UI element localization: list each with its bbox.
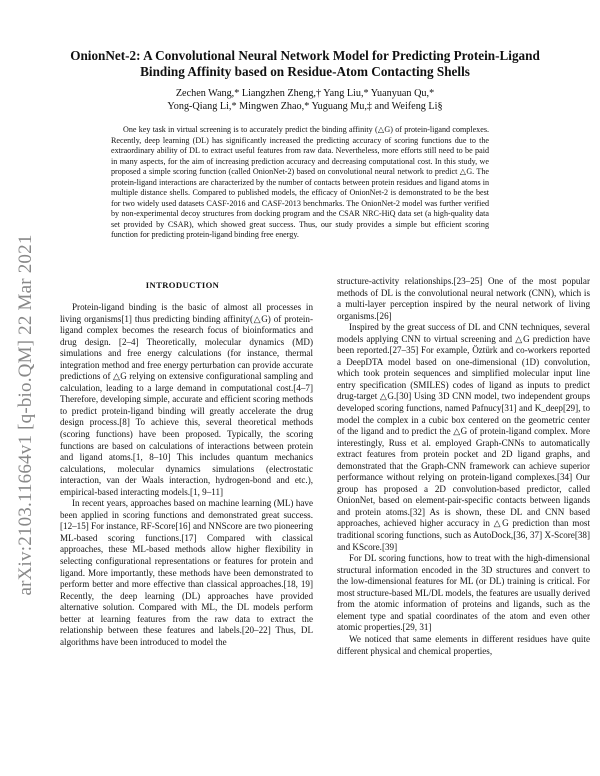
paragraph: We noticed that same elements in different residues have quite different physical and chemical properties,: [337, 633, 590, 656]
paragraph: In recent years, approaches based on machine learning (ML) have been applied in scoring functions and demonstrated great success.[12–15] For instance, RF-Score[16] and NNScore are two pioneering ML-based scoring functions.[17] Compared with classical approaches, these ML-based methods allow higher flexibility in selecting configurational representations or features for protein and ligand. More importantly, these methods have been demonstrated to perform better and more effective than classical approaches.[18, 19] Recently, the deep learning (DL) approaches have provided alternative solution. Compared with ML, the DL models perform better at learning features from the raw data to extract the relationship between these features and labels.[20–22] Thus, DL algorithms have been introduced to model the: [60, 498, 313, 647]
section-heading: INTRODUCTION: [145, 280, 220, 290]
paragraph: Inspired by the great success of DL and CNN techniques, several models applying CNN to virtual screening and △G prediction have been reported.[27–35] For example, Öztürk and co-workers reported a DeepDTA model based on one-dimensional (1D) convolution, which took protein sequences and simplified molecular input line entry specification (SMILES) codes of ligand as inputs to predict drug-target △G.[30] Using 3D CNN model, two independent groups developed scoring functions, named Pafnucy[31] and K_deep[29], to model the complex in a cubic box centered on the geometric center of the ligand and to predict the △G of protein-ligand complex. More interestingly, Russ et al. employed Graph-CNNs to automatically extract features from protein pocket and 2D ligand graphs, and demonstrated that the Graph-CNN framework can achieve superior performance without relying on protein-ligand complexes.[34] Our group has proposed a 2D convolution-based predictor, called OnionNet, based on element-pair-specific contacts between ligands and protein atoms.[32] As is shown, these DL and CNN based approaches, achieved higher accuracy in △G prediction than most traditional scoring functions, such as AutoDock,[36, 37] X-Score[38] and KScore.[39]: [337, 322, 590, 552]
left-column: [60, 302, 313, 648]
author-line-2: Yong-Qiang Li,* Mingwen Zhao,* Yuguang Mu,‡ and Weifeng Li§: [167, 101, 443, 112]
author-list: [110, 87, 500, 113]
paper-title: OnionNet-2: A Convolutional Neural Network Model for Predicting Protein-Ligand Binding Affinity based on Residue-Atom Contacting Shells: [70, 48, 540, 79]
paragraph: Protein-ligand binding is the basic of almost all processes in living organisms[1] thus predicting binding affinity(△G) of protein-ligand complex becomes the research focus of bioinformatics and drug design. [2–4] Theoretically, molecular dynamics (MD) simulations and free energy calculations (for instance, thermal integration method and free energy perturbation can provide accurate predictions of △G relying on extensive configurational sampling and calculation, leading to a large demand in computational cost.[4–7] Therefore, developing simple, accurate and efficient scoring methods to predict protein-ligand binding will greatly accelerate the drug design process.[8] To achieve this, several theoretical methods (scoring functions) have been proposed. Typically, the scoring functions are based on calculations of interactions between protein and ligand atoms.[1, 8–10] This includes quantum mechanics calculations, molecular dynamics simulations (electrostatic interaction, van der Waals interaction, hydrogen-bond and etc.), empirical-based interacting models.[1, 9–11]: [60, 302, 313, 497]
arxiv-stamp: [6, 200, 46, 630]
author-line-1: Zechen Wang,* Liangzhen Zheng,† Yang Liu,* Yuanyuan Qu,*: [175, 88, 435, 99]
paragraph: For DL scoring functions, how to treat with the high-dimensional structural information encoded in the 3D structures and convert to the low-dimensional features for ML (or DL) training is critical. For most structure-based ML/DL models, the features are usually derived from the atomic information of proteins and ligands, such as the element type and spatial coordinates of the atom and even other atomic properties.[29, 31]: [337, 553, 590, 633]
paragraph: structure-activity relationships.[23–25] One of the most popular methods of DL is the convolutional neural network (CNN), which is a multi-layer perception inspired by the neural network of living organisms.[26]: [337, 276, 590, 321]
abstract: [111, 125, 489, 241]
abstract-text: One key task in virtual screening is to accurately predict the binding affinity (△G) of protein-ligand complexes. Recently, deep learning (DL) has significantly increased the predicting accuracy of scoring functions due to the extraordinary ability of DL to extract useful features from raw data. Nevertheless, more efforts still need to be paid in many aspects, for the aim of increasing prediction accuracy and decreasing computational cost. In this study, we proposed a simple scoring function (called OnionNet-2) based on convolutional neural network to predict △G. The protein-ligand interactions are characterized by the number of contacts between protein residues and ligand atoms in multiple distance shells. Compared to published models, the efficacy of OnionNet-2 is demonstrated to be the best for two widely used datasets CASF-2016 and CASF-2013 benchmarks. The OnionNet-2 model was further verified by non-experimental decoy structures from docking program and the CSAR NRC-HiQ data set (a high-quality data set provided by CSAR), which showed great success. Thus, our study provides a simple but efficient scoring function for predicting protein-ligand binding free energy.: [111, 125, 489, 240]
right-column: [337, 276, 590, 657]
arxiv-stamp-text: arXiv:2103.11664v1 [q-bio.QM] 22 Mar 2021: [15, 234, 36, 596]
